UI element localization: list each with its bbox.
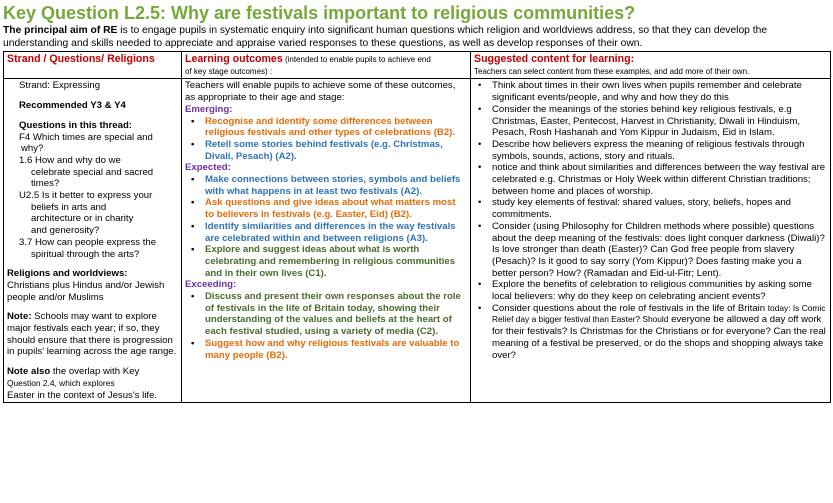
list-item: • Explore the benefits of celebration to religious communities by asking some local believers: why do they keep on celebrating ancient events? — [474, 279, 827, 302]
list-item: • Describe how believers express the meaning of religious festivals through symbols, sounds, actions, story and rituals. — [474, 139, 827, 162]
question-1-6: 1.6 How and why do we — [19, 154, 121, 166]
recommended-years: Recommended Y3 & Y4 — [19, 100, 126, 112]
suggested-content-list — [474, 80, 827, 361]
question-3-7: 3.7 How can people express the — [19, 236, 157, 248]
note: Note: Schools may want to explore major festivals each year; if so, they should ensure that there is progression in pupils' learning across the age range. — [7, 311, 177, 358]
strand-column: Strand: Expressing Recommended Y3 & Y4 Questions in this thread: F4 Which times are special and why? 1.6 How and why do we celebrate special and sacred times? U2.5 Is it better to express your beliefs in arts and architecture or in charity and generosity? 3.7 How can people express the spiritual through the arts? Religions and worldviews: Christians plus Hindus and/or Jewish people and/or Muslims Note: Schools may want to explore major festivals each year; if so, they should ensure that there is progression in pupils' learning across the age range. Note also the overlap with Key Question 2.4, which explores Easter in the context of Jesus's life. — [4, 79, 182, 403]
questions-heading: Questions in this thread: — [19, 119, 133, 131]
header-learning-outcomes: Learning outcomes (intended to enable pupils to achieve end of key stage outcomes) : — [182, 52, 471, 79]
strand-label: Strand: Expressing — [19, 80, 101, 92]
content-row — [4, 79, 831, 403]
list-item: • study key elements of festival: shared values, story, beliefs, hopes and commitments. — [474, 197, 827, 220]
religions-text: Christians plus Hindus and/or Jewish people and/or Muslims — [7, 279, 165, 303]
list-item: • Make connections between stories, symbols and beliefs with what happens in at least two festivals (A2). — [185, 174, 467, 197]
suggested-content-column — [471, 79, 831, 403]
header-suggested-content: Suggested content for learning: Teachers can select content from these examples, and add more of their own. — [471, 52, 831, 79]
header-strand: Strand / Questions/ Religions — [4, 52, 182, 79]
exceeding-heading: Exceeding: — [185, 279, 237, 291]
list-item: • Identify similarities and differences in the way festivals are celebrated within and between religions (A3). — [185, 221, 467, 244]
list-item: • Ask questions and give ideas about what matters most to believers in festivals (e.g. Easter, Eid) (B2). — [185, 197, 467, 220]
list-item: • Consider questions about the role of festivals in the life of Britain today: Is Comic Relief day a bigger festival than Easter? Should everyone be allowed a day off work for their festivals? Is Christmas for the Christians or for everyone? Can the real meaning of a festival be preserved, or do the shops and shopping always take over? — [474, 303, 827, 362]
learning-outcomes-column — [182, 79, 471, 403]
expected-list — [185, 174, 467, 279]
list-item: • Discuss and present their own responses about the role of festivals in the life of Britain today, showing their understanding of the values and beliefs at the heart of each festival studied, using a variety of media (C2). — [185, 291, 467, 338]
list-item: • Retell some stories behind festivals (e.g. Christmas, Divali, Pesach) (A2). — [185, 139, 467, 162]
question-f4: F4 Which times are special and — [19, 131, 153, 143]
emerging-heading: Emerging: — [185, 103, 233, 115]
note-also: Note also the overlap with Key — [7, 366, 140, 378]
list-item: • Explore and suggest ideas about what is worth celebrating and remembering in religious communities and in their own lives (C1). — [185, 244, 467, 279]
question-u2-5: U2.5 Is it better to express your — [19, 190, 153, 202]
list-item: • Consider the meanings of the stories behind key religious festivals, e.g Christmas, Easter, Pentecost, Harvest in Christianity, Diwali in Hinduism, Pesach, Rosh Hashanah and Yom Kippur in Judaism, Eid in Islam. — [474, 104, 827, 139]
header-row — [4, 52, 831, 79]
list-item: • notice and think about similarities and differences between the way festival are celebrated e.g. Christmas or Holy Week within different Christian traditions; between home and places of worship. — [474, 162, 827, 197]
emerging-list — [185, 116, 467, 163]
aim-text: is to engage pupils in systematic enquiry into significant human questions which religion and worldviews address, so that they can develop the understanding and skills needed to appreciate and appraise varied responses to these questions, as well as develop responses of their own. — [3, 25, 768, 49]
list-item: • Suggest how and why religious festivals are valuable to many people (B2). — [185, 338, 467, 361]
exceeding-list — [185, 291, 467, 361]
religions-heading: Religions and worldviews: — [7, 268, 128, 280]
outcomes-intro: Teachers will enable pupils to achieve some of these outcomes, as appropriate to their age and stage: — [185, 80, 456, 104]
list-item: • Consider (using Philosophy for Children methods where possible) questions about the deep meaning of the festivals: does light conquer darkness (Diwali)? Is love stronger than death (Easter)? Can God free people from slavery (Pesach)? Is it good to say sorry (Yom Kippur)? Does fasting make you a better person? How? (Ramadan and Eid-ul-Fitr; Lent). — [474, 221, 827, 280]
aim-label: The principal aim of RE — [3, 25, 118, 36]
principal-aim — [3, 25, 830, 50]
page-title: Key Question L2.5: Why are festivals important to religious communities? — [3, 3, 636, 23]
curriculum-table — [3, 51, 831, 403]
list-item: • Recognise and identify some differences between religious festivals and other types of celebrations (B2). — [185, 116, 467, 139]
list-item: • Think about times in their own lives when pupils remember and celebrate significant events/people, and why and how they do this — [474, 80, 827, 103]
expected-heading: Expected: — [185, 162, 231, 174]
